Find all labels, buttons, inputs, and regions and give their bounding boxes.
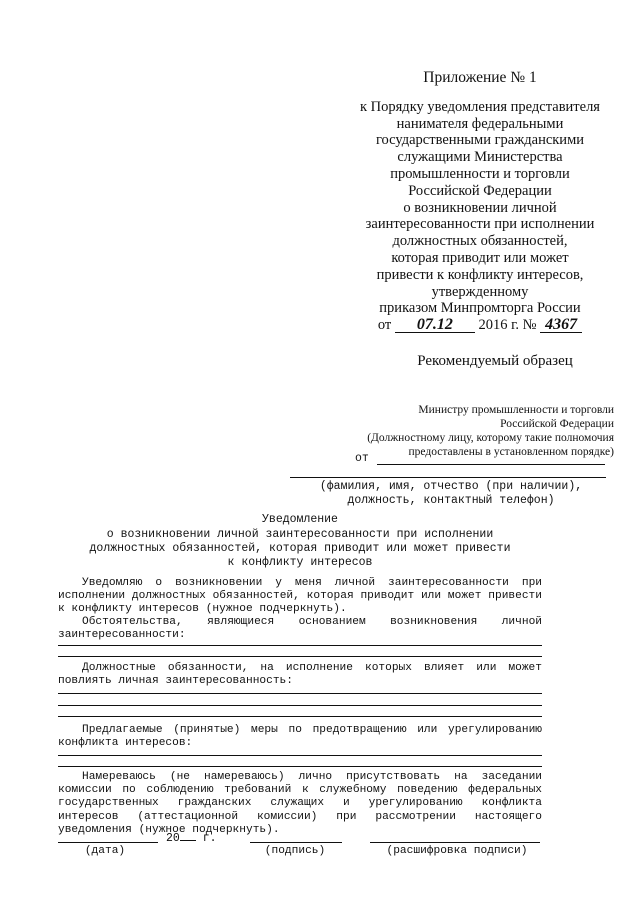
appendix-line: привести к конфликту интересов, — [376, 266, 584, 283]
paragraph-circumstances: Обстоятельства, являющиеся основанием возникновения личной заинтересованности: — [58, 616, 542, 642]
from-caption — [286, 480, 616, 508]
addressee-block — [330, 403, 614, 459]
appendix-line: служащими Министерства — [397, 149, 563, 166]
order-number-handwritten: 4367 — [540, 317, 582, 333]
fill-line[interactable] — [58, 645, 542, 646]
addressee-line: (Должностному лицу, которому такие полномочия — [367, 432, 614, 444]
signature-decode-fill-line[interactable] — [370, 842, 540, 843]
from-fill-line[interactable] — [377, 452, 605, 465]
fill-line[interactable] — [58, 656, 542, 657]
paragraph-intention: Намереваюсь (не намереваюсь) лично присутствовать на заседании комиссии по соблюдению требований к служебному поведению федеральных государственных гражданских служащих и урегулированию конфликта интересов (аттестационной комиссии) при рассмотрении настоящего уведомления (нужное подчеркнуть). — [58, 771, 542, 836]
year-prefix: 20 — [166, 832, 180, 845]
from-caption-line: (фамилия, имя, отчество (при наличии), — [319, 480, 583, 493]
order-line — [330, 317, 630, 334]
appendix-block — [330, 70, 630, 334]
fill-line[interactable] — [58, 705, 542, 706]
recommended-sample-label: Рекомендуемый образец — [417, 353, 573, 369]
fill-line[interactable] — [58, 755, 542, 756]
year-field — [166, 830, 217, 845]
notice-subtitle-line: должностных обязанностей, которая приводит или может привести — [89, 542, 511, 555]
paragraph-duties: Должностные обязанности, на исполнение которых влияет или может повлиять личная заинтересованность: — [58, 662, 542, 688]
date-caption: (дата) — [84, 845, 126, 857]
addressee-line: предоставлены в установленном порядке) — [408, 446, 614, 458]
notice-title-block — [60, 513, 540, 570]
signature-decode-caption: (расшифровка подписи) — [386, 845, 528, 857]
appendix-line: к Порядку уведомления представителя — [360, 98, 600, 115]
notice-title: Уведомление — [262, 513, 338, 526]
from-label: от — [355, 452, 369, 465]
year-fill-line[interactable] — [180, 830, 196, 841]
fill-line[interactable] — [58, 693, 542, 694]
appendix-line: Российской Федерации — [408, 182, 552, 199]
appendix-line: заинтересованности при исполнении — [365, 216, 595, 233]
appendix-line: должностных обязанностей, — [392, 233, 568, 250]
order-year-text: 2016 г. № — [478, 317, 537, 334]
appendix-line: утвержденному — [431, 283, 529, 300]
signature-caption: (подпись) — [264, 845, 326, 857]
year-suffix: г. — [202, 832, 217, 845]
order-date-handwritten: 07.12 — [395, 317, 475, 333]
date-fill-line[interactable] — [58, 842, 158, 843]
appendix-line: которая приводит или может — [391, 249, 569, 266]
paragraph-measures: Предлагаемые (принятые) меры по предотвращению или урегулированию конфликта интересов: — [58, 724, 542, 750]
appendix-line: о возникновении личной — [403, 199, 557, 216]
from-row — [355, 452, 605, 465]
appendix-title: Приложение № 1 — [423, 69, 537, 86]
fill-line[interactable] — [58, 766, 542, 767]
fill-line[interactable] — [58, 716, 542, 717]
addressee-line: Министру промышленности и торговли — [418, 404, 614, 416]
paragraph-notification: Уведомляю о возникновении у меня личной заинтересованности при исполнении должностных обязанностей, которая приводит или может привести к конфликту интересов (нужное подчеркнуть). — [58, 577, 542, 616]
notice-subtitle-line: о возникновении личной заинтересованности при исполнении — [106, 528, 494, 541]
appendix-line: промышленности и торговли — [390, 165, 570, 182]
notice-subtitle-line: к конфликту интересов — [227, 556, 373, 569]
from-fill-line-2[interactable] — [290, 477, 606, 478]
from-caption-line: должность, контактный телефон) — [347, 494, 555, 507]
order-prefix: от — [377, 317, 392, 334]
appendix-line: приказом Минпромторга России — [379, 300, 581, 317]
signature-fill-line[interactable] — [250, 842, 342, 843]
appendix-line: нанимателя федеральными — [396, 115, 564, 132]
appendix-line: государственными гражданскими — [375, 132, 585, 149]
addressee-line: Российской Федерации — [500, 418, 614, 430]
